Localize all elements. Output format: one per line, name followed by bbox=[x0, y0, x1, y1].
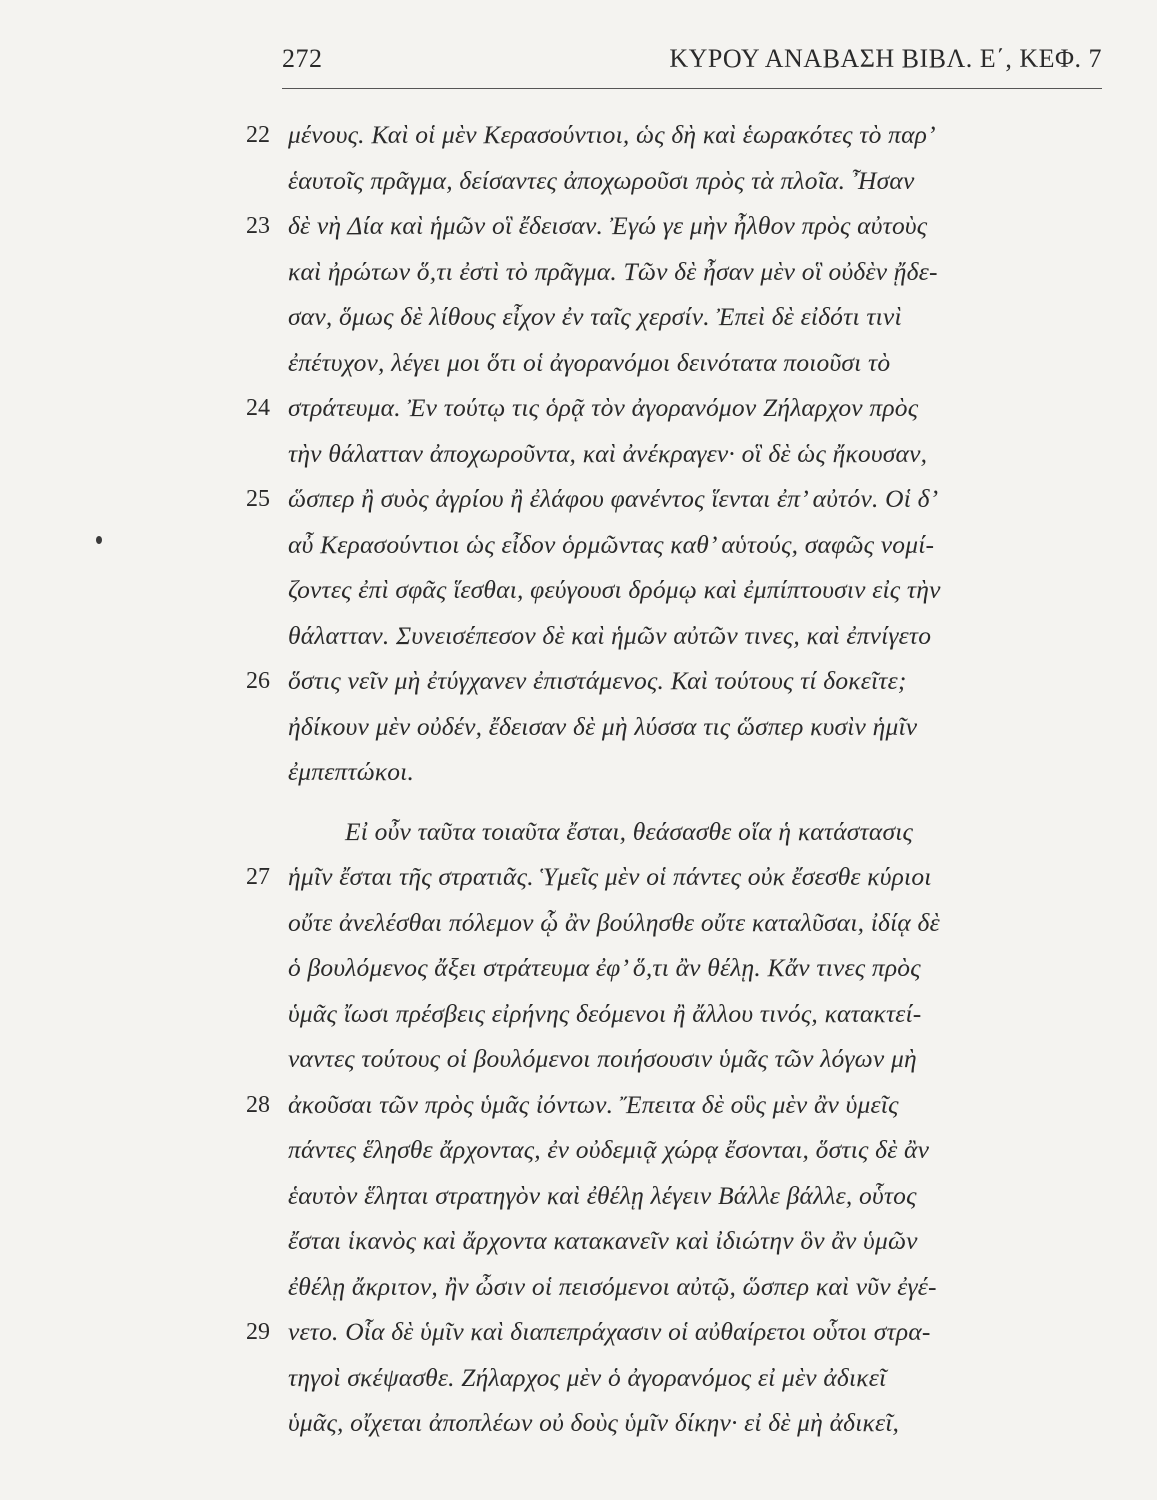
section-number: 22 bbox=[246, 122, 270, 148]
text-line: ὅστις νεῖν μὴ ἐτύγχανεν ἐπιστάμενος. Καὶ τούτους τί δοκεῖτε; bbox=[288, 666, 907, 695]
text-line: μένους. Καὶ οἱ μὲν Κερασούντιοι, ὡς δὴ καὶ ἑωρακότες τὸ παρ’ bbox=[288, 120, 936, 149]
text-line: τὴν θάλατταν ἀποχωροῦντα, καὶ ἀνέκραγεν· οἳ δὲ ὡς ἤκουσαν, bbox=[288, 438, 928, 468]
text-line: ἑαυτὸν ἕληται στρατηγὸν καὶ ἐθέλῃ λέγειν Βάλλε βάλλε, οὗτος bbox=[288, 1180, 917, 1210]
margin-speck bbox=[96, 536, 102, 544]
text-line: ναντες τούτους οἱ βουλόμενοι ποιήσουσιν ὑμᾶς τῶν λόγων μὴ bbox=[288, 1044, 917, 1073]
text-line: αὖ Κερασούντιοι ὡς εἶδον ὁρμῶντας καθ’ αὑτούς, σαφῶς νομί- bbox=[288, 529, 935, 559]
text-line: ὑμᾶς ἴωσι πρέσβεις εἰρήνης δεόμενοι ἢ ἄλλου τινός, κατακτεί- bbox=[288, 998, 922, 1028]
text-line: καὶ ἠρώτων ὅ,τι ἐστὶ τὸ πρᾶγμα. Τῶν δὲ ἦσαν μὲν οἳ οὐδὲν ᾔδε- bbox=[288, 256, 938, 286]
section-number: 25 bbox=[246, 486, 270, 512]
text-line: ὁ βουλόμενος ἄξει στράτευμα ἐφ’ ὅ,τι ἂν θέλῃ. Κἄν τινες πρὸς bbox=[288, 953, 921, 982]
text-line: σαν, ὅμως δὲ λίθους εἶχον ἐν ταῖς χερσίν. Ἐπεὶ δὲ εἰδότι τινὶ bbox=[288, 302, 902, 331]
header-rule bbox=[282, 88, 1102, 89]
text-line: Εἰ οὖν ταῦτα τοιαῦτα ἔσται, θεάσασθε οἵα ἡ κατάστασις bbox=[345, 816, 914, 846]
running-title: ΚΥΡΟΥ ΑΝΑΒΑΣΗ ΒΙΒΛ. Ε΄, ΚΕΦ. 7 bbox=[669, 44, 1102, 73]
section-number: 24 bbox=[246, 395, 270, 421]
section-number: 23 bbox=[246, 213, 270, 239]
section-number: 28 bbox=[246, 1091, 270, 1118]
text-line: ὑμᾶς, οἴχεται ἀποπλέων οὐ δοὺς ὑμῖν δίκην· εἰ δὲ μὴ ἀδικεῖ, bbox=[288, 1408, 900, 1437]
text-line: θάλατταν. Συνεισέπεσον δὲ καὶ ἡμῶν αὐτῶν τινες, καὶ ἐπνίγετο bbox=[288, 620, 932, 650]
text-line: ἐπέτυχον, λέγει μοι ὅτι οἱ ἀγορανόμοι δεινότατα ποιοῦσι τὸ bbox=[288, 347, 891, 377]
page-number: 272 bbox=[282, 44, 323, 73]
text-line: ἔσται ἱκανὸς καὶ ἄρχοντα κατακανεῖν καὶ ἰδιώτην ὃν ἂν ὑμῶν bbox=[288, 1226, 918, 1255]
text-line: ἀκοῦσαι τῶν πρὸς ὑμᾶς ἰόντων. Ἔπειτα δὲ οὓς μὲν ἂν ὑμεῖς bbox=[288, 1089, 899, 1119]
section-number: 26 bbox=[246, 668, 270, 694]
text-line: οὔτε ἀνελέσθαι πόλεμον ᾧ ἂν βούλησθε οὔτε καταλῦσαι, ἰδίᾳ δὲ bbox=[288, 907, 940, 937]
text-line: ὥσπερ ἢ συὸς ἀγρίου ἢ ἐλάφου φανέντος ἵενται ἐπ’ αὐτόν. Οἱ δ’ bbox=[288, 484, 939, 513]
text-line: ζοντες ἐπὶ σφᾶς ἵεσθαι, φεύγουσι δρόμῳ καὶ ἐμπίπτουσιν εἰς τὴν bbox=[288, 575, 941, 604]
text-line: ἐμπεπτώκοι. bbox=[288, 757, 415, 786]
section-number: 29 bbox=[246, 1319, 270, 1345]
text-line: πάντες ἕλησθε ἄρχοντας, ἐν οὐδεμιᾷ χώρᾳ ἔσονται, ὅστις δὲ ἂν bbox=[288, 1135, 930, 1164]
text-line: ἠδίκουν μὲν οὐδέν, ἔδεισαν δὲ μὴ λύσσα τις ὥσπερ κυσὶν ἡμῖν bbox=[288, 711, 918, 741]
text-line: δὲ νὴ Δία καὶ ἡμῶν οἳ ἔδεισαν. Ἐγώ γε μὴν ἦλθον πρὸς αὐτοὺς bbox=[288, 211, 928, 240]
text-line: ἡμῖν ἔσται τῆς στρατιᾶς. Ὑμεῖς μὲν οἱ πάντες οὐκ ἔσεσθε κύριοι bbox=[288, 862, 932, 891]
text-line: ἑαυτοῖς πρᾶγμα, δείσαντες ἀποχωροῦσι πρὸς τὰ πλοῖα. Ἦσαν bbox=[288, 165, 915, 195]
page-header bbox=[282, 44, 1102, 84]
text-line: τηγοὶ σκέψασθε. Ζήλαρχος μὲν ὁ ἀγορανόμος εἰ μὲν ἀδικεῖ bbox=[288, 1362, 887, 1392]
section-number: 27 bbox=[246, 864, 270, 890]
text-line: ἐθέλῃ ἄκριτον, ἢν ὦσιν οἱ πεισόμενοι αὐτῷ, ὥσπερ καὶ νῦν ἐγέ- bbox=[288, 1271, 937, 1301]
text-line: στράτευμα. Ἐν τούτῳ τις ὁρᾷ τὸν ἀγορανόμον Ζήλαρχον πρὸς bbox=[288, 393, 919, 422]
text-line: νετο. Οἷα δὲ ὑμῖν καὶ διαπεπράχασιν οἱ αὐθαίρετοι οὗτοι στρα- bbox=[288, 1317, 931, 1346]
